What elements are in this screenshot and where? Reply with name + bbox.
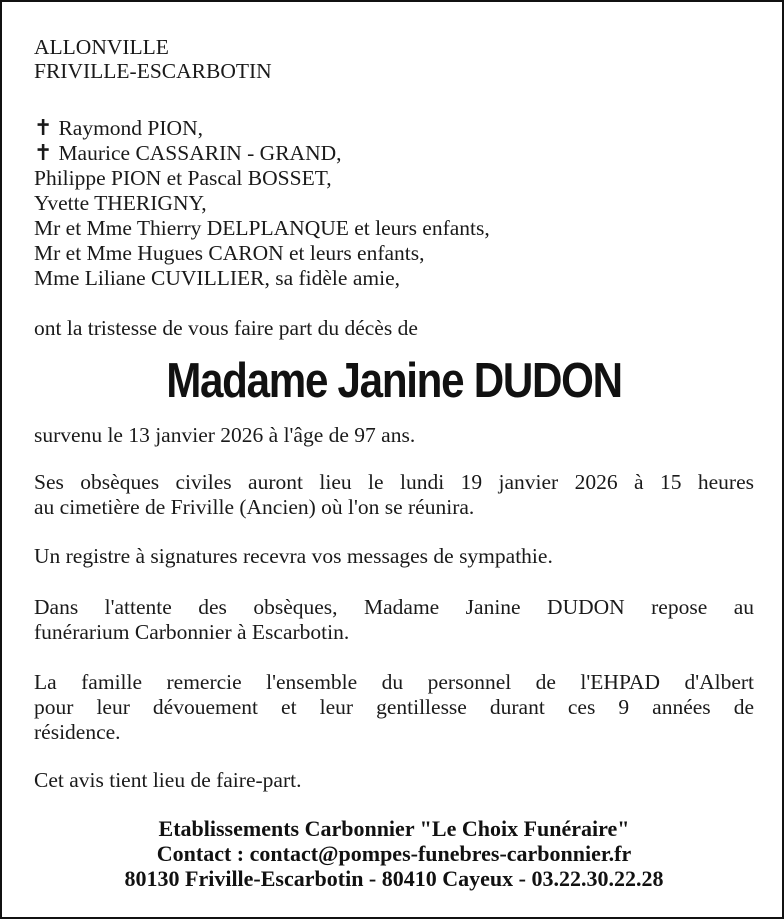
funeral-home-name: Etablissements Carbonnier "Le Choix Funéraire": [158, 816, 630, 841]
deceased-name: Madame Janine DUDON: [166, 354, 622, 408]
funeral-home-contact: Contact : contact@pompes-funebres-carbonnier.fr: [156, 841, 632, 866]
death-info: survenu le 13 janvier 2026 à l'âge de 97 ans.: [34, 423, 416, 447]
deceased-relative: [34, 116, 203, 142]
thanks-line: La famille remercie l'ensemble du personnel de l'EHPAD d'Albert: [34, 670, 754, 694]
register-info: Un registre à signatures recevra vos messages de sympathie.: [34, 544, 553, 568]
family-member: Mme Liliane CUVILLIER, sa fidèle amie,: [34, 266, 400, 290]
family-member: Philippe PION et Pascal BOSSET,: [34, 166, 332, 190]
closing-note: Cet avis tient lieu de faire-part.: [34, 768, 302, 792]
funeral-info-line: Ses obsèques civiles auront lieu le lundi 19 janvier 2026 à 15 heures: [34, 470, 754, 494]
repose-info-line: funérarium Carbonnier à Escarbotin.: [34, 620, 350, 644]
funeral-info-line: au cimetière de Friville (Ancien) où l'on se réunira.: [34, 495, 475, 519]
announcement-intro: ont la tristesse de vous faire part du décès de: [34, 316, 418, 340]
location-line: ALLONVILLE: [34, 35, 169, 59]
repose-info-line: Dans l'attente des obsèques, Madame Janine DUDON repose au: [34, 595, 754, 619]
cross-icon: ✝: [34, 141, 53, 166]
thanks-line: résidence.: [34, 720, 121, 744]
cross-icon: ✝: [34, 116, 53, 141]
relative-name: Maurice CASSARIN - GRAND,: [58, 141, 342, 165]
family-member: Yvette THERIGNY,: [34, 191, 207, 215]
family-member: Mr et Mme Thierry DELPLANQUE et leurs enfants,: [34, 216, 490, 240]
location-line: FRIVILLE-ESCARBOTIN: [34, 59, 272, 83]
relative-name: Raymond PION,: [58, 116, 203, 140]
thanks-line: pour leur dévouement et leur gentillesse durant ces 9 années de: [34, 695, 754, 719]
funeral-home-addresses: 80130 Friville-Escarbotin - 80410 Cayeux - 03.22.30.22.28: [124, 866, 664, 891]
deceased-relative: [34, 141, 342, 167]
family-member: Mr et Mme Hugues CARON et leurs enfants,: [34, 241, 425, 265]
